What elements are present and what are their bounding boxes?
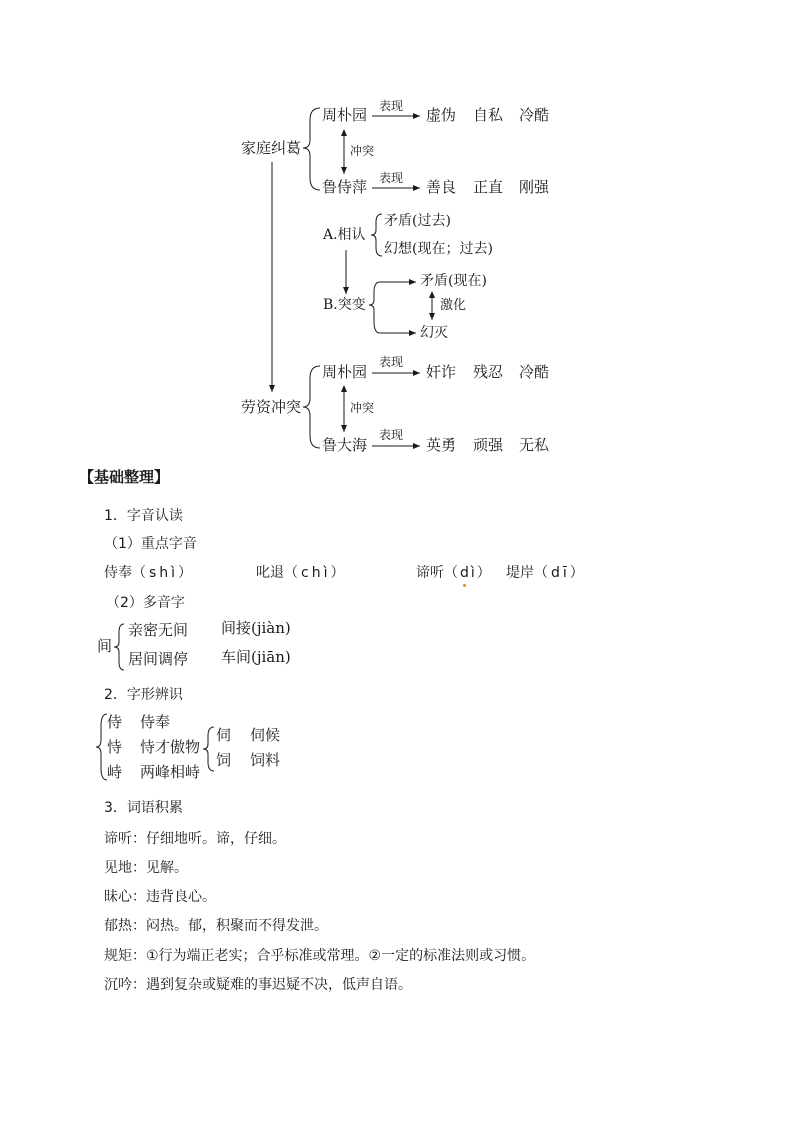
glyph-left-brace <box>96 714 107 780</box>
vocab-item-6: 沉吟：遇到复杂或疑难的事迟疑不决，低声自语。 <box>104 977 412 993</box>
pinyin-word: 侍奉 <box>104 565 132 581</box>
poly-word-2: 居间调停 <box>128 650 189 668</box>
poly-brace <box>114 624 124 670</box>
pinyin-reading: （chì） <box>284 565 348 581</box>
glyph-left-char-3: 峙 <box>107 763 123 781</box>
poly-char: 间 <box>97 637 113 655</box>
pinyin-pair-1 <box>104 566 195 580</box>
pinyin-reading: （dī） <box>534 565 587 581</box>
pinyin-word: 叱退 <box>256 565 284 581</box>
pinyin-word: 堤岸 <box>506 565 534 581</box>
s1-title: 1．字音认读 <box>104 508 183 524</box>
glyph-left-word-1: 侍奉 <box>140 713 171 731</box>
labor-label: 劳资冲突 <box>241 398 302 416</box>
pinyin-reading: （shì） <box>132 565 196 581</box>
labor-zhou-trait-1: 奸诈 <box>426 363 457 381</box>
glyph-right-word-2: 饲料 <box>250 751 281 769</box>
labor-lu-trait-1: 英勇 <box>426 436 457 454</box>
pinyin-word: 谛听 <box>416 565 444 581</box>
s1-sub2: （2）多音字 <box>106 595 185 611</box>
mark-dot <box>463 584 466 587</box>
labor-zhou-trait-2: 残忍 <box>473 363 504 381</box>
glyph-left-char-2: 恃 <box>107 738 123 756</box>
family-lu-trait-3: 刚强 <box>519 178 550 196</box>
vocab-item-1: 谛听：仔细地听。谛，仔细。 <box>104 831 286 847</box>
poly-word-1: 亲密无间 <box>128 621 189 639</box>
labor-lu: 鲁大海 <box>322 436 368 454</box>
s1-sub1: （1）重点字音 <box>104 536 197 552</box>
family-label: 家庭纠葛 <box>241 139 302 157</box>
stage-b-mid: 激化 <box>440 298 467 313</box>
labor-lu-link: 表现 <box>379 428 404 442</box>
pinyin-pair-2 <box>256 566 347 580</box>
stage-a-item-1: 矛盾(过去) <box>384 213 451 229</box>
vocab-item-5: 规矩：①行为端正老实；合乎标准或常理。②一定的标准法则或习惯。 <box>104 948 536 964</box>
family-zhou: 周朴园 <box>322 106 368 124</box>
family-zhou-trait-2: 自私 <box>473 106 504 124</box>
labor-brace <box>303 366 320 448</box>
vocab-item-2: 见地：见解。 <box>104 860 188 876</box>
pinyin-reading: （dì） <box>444 565 493 581</box>
family-lu-trait-1: 善良 <box>426 178 457 196</box>
family-lu-trait-2: 正直 <box>473 178 504 196</box>
labor-zhou-link: 表现 <box>379 355 404 369</box>
basics-heading: 【基础整理】 <box>79 468 170 486</box>
glyph-right-word-1: 伺候 <box>250 726 281 744</box>
glyph-left-word-2: 恃才傲物 <box>140 738 201 756</box>
vocab-item-3: 昧心：违背良心。 <box>104 889 216 905</box>
labor-zhou-trait-3: 冷酷 <box>519 363 550 381</box>
glyph-right-brace <box>203 727 214 771</box>
poly-ex-2: 车间(jiān) <box>221 648 291 666</box>
family-conflict-label: 冲突 <box>350 144 375 158</box>
family-zhou-link: 表现 <box>379 99 404 113</box>
stage-b-brace <box>369 282 380 333</box>
pinyin-pair-3 <box>416 566 493 580</box>
stage-b-item-1: 矛盾(现在) <box>420 273 487 289</box>
family-lu-link: 表现 <box>379 171 404 185</box>
family-zhou-trait-3: 冷酷 <box>519 106 550 124</box>
vocab-item-4: 郁热：闷热。郁，积聚而不得发泄。 <box>104 918 328 934</box>
s3-title: 3．词语积累 <box>104 800 183 816</box>
pinyin-pair-4 <box>506 566 587 580</box>
labor-conflict-label: 冲突 <box>350 401 375 415</box>
stage-b-item-2: 幻灭 <box>420 325 448 341</box>
labor-zhou: 周朴园 <box>322 363 368 381</box>
poly-ex-1: 间接(jiàn) <box>221 619 291 637</box>
labor-lu-trait-2: 顽强 <box>473 436 504 454</box>
stage-a-label: A.相认 <box>323 227 366 243</box>
glyph-left-char-1: 侍 <box>107 713 123 731</box>
stage-a-brace <box>371 214 382 256</box>
family-brace <box>303 108 320 190</box>
glyph-right-char-1: 伺 <box>216 726 232 744</box>
labor-lu-trait-3: 无私 <box>519 436 550 454</box>
family-lu: 鲁侍萍 <box>322 178 368 196</box>
stage-b-label: B.突变 <box>323 297 366 313</box>
family-zhou-trait-1: 虚伪 <box>426 106 457 124</box>
glyph-right-char-2: 饲 <box>216 751 232 769</box>
s2-title: 2．字形辨识 <box>104 687 183 703</box>
glyph-left-word-3: 两峰相峙 <box>140 763 201 781</box>
stage-a-item-2: 幻想(现在；过去) <box>384 241 493 257</box>
